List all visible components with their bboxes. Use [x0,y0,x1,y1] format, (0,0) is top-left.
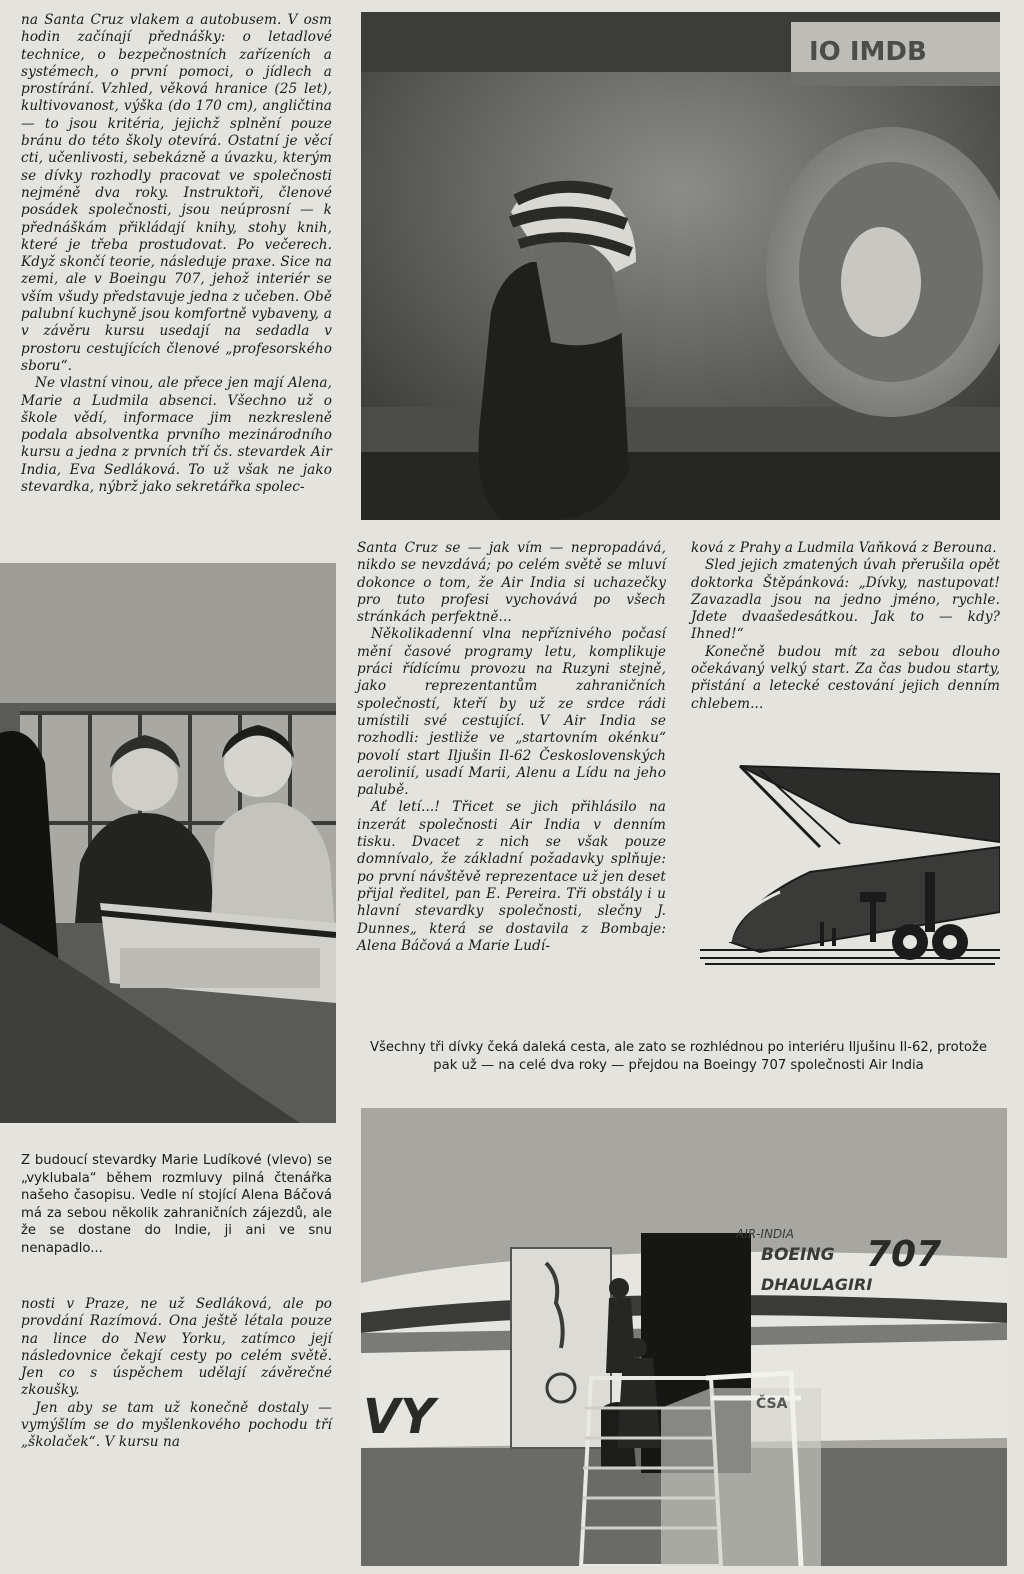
paragraph: Konečně budou mít za sebou dlouho očekávaný velký start. Za čas budou starty, přistání a letecké cestování jejich denním chlebem... [691,643,1000,712]
caption-text: Všechny tři dívky čeká daleká cesta, ale zato se rozhlédnou po interiéru Iljušinu Il-62, protože pak už — na celé dva roky — přejdou na Boeingy 707 společnosti Air India [370,1040,987,1073]
paragraph: Santa Cruz se — jak vím — nepropadává, nikdo se nevzdává; po celém světě se mluví dokonce o tom, že Air India si uchazečky pro tuto profesi vychovává po všech stránkách perfektně... [357,540,666,626]
caption-center [357,1039,1000,1074]
photo-boeing-707-stairs [361,1108,1007,1566]
photo-stewardess-doll [361,12,1000,520]
photo-two-girls [0,563,336,1123]
paragraph: Několikadenní vlna nepříznivého počasí mění časové programy letu, komplikuje práci řídícímu provozu na Ruzyni stejně, jako reprezentantům zahraničních společností, kteří by už ze srdce rádi umístili své cestující. V Air India se rozhodli: jestliže ve „startovním okénku“ povolí start Iljušin Il-62 Československých aerolinií, usadí Marii, Alenu a Lídu na jeho palubě. [357,626,666,799]
paragraph: Sled jejich zmatených úvah přerušila opět doktorka Štěpánková: „Dívky, nastupovat! Zavazadla jsou na jedno jméno, rychle. Jdete dvaašedesátkou. Jak to — kdy? Ihned!“ [691,557,1000,643]
model-text: BOEING [761,1245,835,1265]
paragraph: na Santa Cruz vlakem a autobusem. V osm hodin začínají přednášky: o letadlové technice, o bezpečnostních zařízeních a systémech, o první pomoci, o jídlech a prostírání. Vzhled, věková hranice (25 let), kultivovanost, výška (do 170 cm), angličtina — to jsou kritéria, jejichž splnění pouze bránu do této školy otevírá. Ostatní je věcí cti, učenlivosti, sebekázně a úvazku, kterým se dívky rozhodly pracovat ve společnosti nejméně dva roky. Instruktoři, členové posádek společnosti, jsou neúprosní — k přednáškám přikládají knihy, stohy knih, které je třeba prostudovat. Po večerech. Když skončí teorie, následuje praxe. Sice na zemi, ale v Boeingu 707, jehož interiér se vším všudy představuje jedna z učeben. Obě palubní kuchyně jsou komfortně vybaveny, a v závěru kursu usedají na sedadla v prostoru cestujících členové „profesorského sboru“. [21,12,332,374]
airline-text: AIR-INDIA [736,1227,794,1241]
name-text: DHAULAGIRI [761,1275,873,1294]
article-column-1-top [21,12,332,496]
number-text: 707 [866,1234,942,1275]
caption-text: Z budoucí stevardky Marie Ludíkové (vlevo) se „vyklubala“ během rozmluvy pilná čtenářka našeho časopisu. Vedle ní stojící Alena Báčová má za sebou několik zahraničních zájezdů, ale že se dostane do Indie, ji ani ve snu nenapadlo... [21,1153,332,1256]
paragraph: nosti v Praze, ne už Sedláková, ale po provdání Razímová. Ona ještě létala pouze na lince do New Yorku, zatímco její následovnice čekají cesty po celém světě. Jen co s úspěchem udělají závěrečné zkoušky. [21,1296,332,1399]
paragraph: Jen aby se tam už konečně dostaly — vymýšlím se do myšlenkového pochodu tří „školaček“. V kursu na [21,1399,332,1451]
caption-left-photo [21,1152,332,1257]
article-column-3 [691,540,1000,713]
paragraph: ková z Prahy a Ludmila Vaňková z Berouna. [691,540,997,556]
stair-mark: ČSA [756,1396,788,1412]
paragraph: Ne vlastní vinou, ale přece jen mají Alena, Marie a Ludmila absenci. Všechno už o škole vědí, informace jim nezkresleně podala absolventka prvního mezinárodního kursu a jedna z prvních tří čs. stevardek Air India, Eva Sedláková. To už však ne jako stevardka, nýbrž jako sekretářka spolec- [21,375,332,496]
article-column-2 [357,540,666,955]
letters-text: VY [363,1389,435,1445]
paragraph: Ať letí...! Třicet se jich přihlásilo na inzerát společnosti Air India v denním tisku. Dvacet z nich se však pouze domnívalo, že základní požadavky splňuje: po první návštěvě reprezentace už jen deset přijal ředitel, pan E. Pereira. Tři obstály i u hlavní stevardky společnosti, slečny J. Dunnes„ která se dostavila z Bombaje: Alena Báčová a Marie Ludí- [357,799,666,954]
article-column-1-bottom [21,1296,332,1452]
sign-text: IO IMDB [809,37,927,67]
illustration-airplane-sketch [700,752,1000,974]
